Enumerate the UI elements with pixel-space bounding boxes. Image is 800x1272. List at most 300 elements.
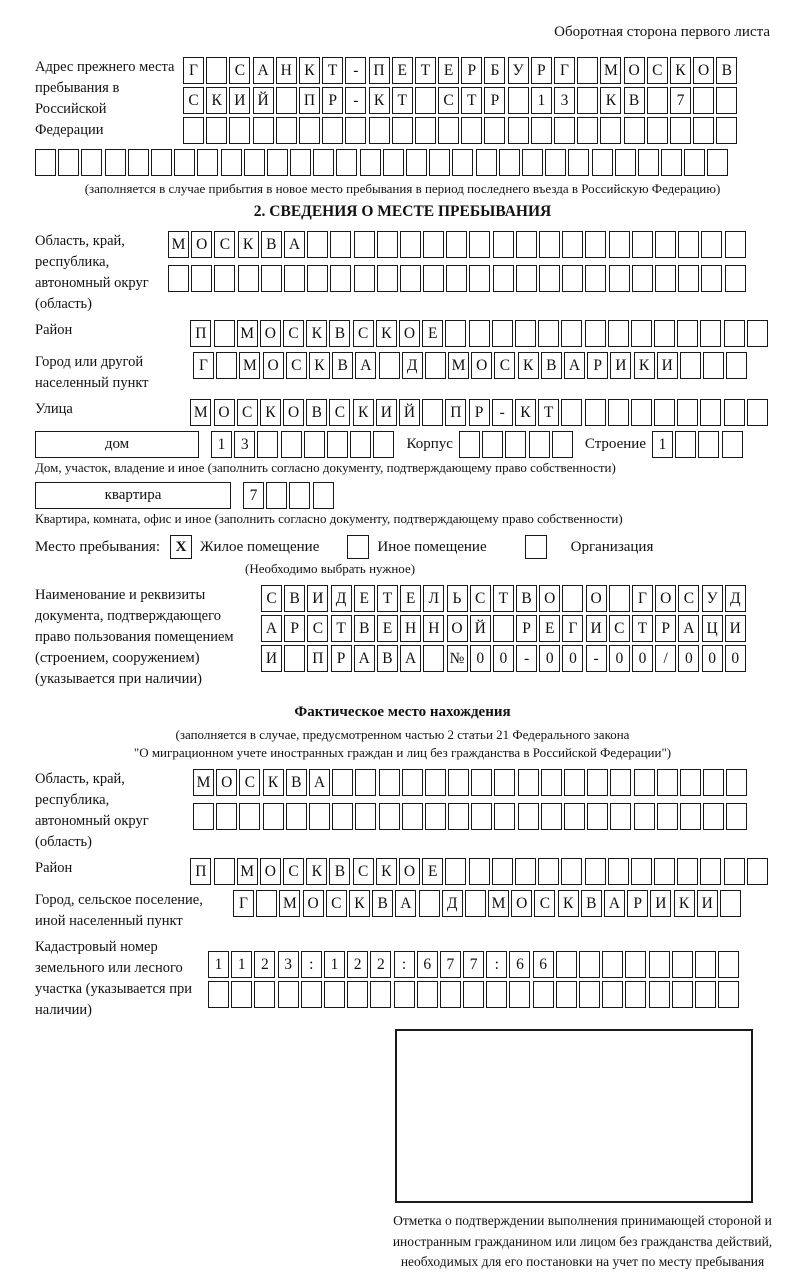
char-cell bbox=[168, 265, 189, 292]
document-label: Наименование и реквизиты документа, подтверждающего право пользования помещением (строением, сооружением) (указывается при наличии) bbox=[35, 587, 234, 688]
char-cell bbox=[625, 981, 646, 1008]
char-cell: К bbox=[238, 231, 259, 258]
char-cell: № bbox=[447, 645, 468, 672]
char-cell bbox=[701, 265, 722, 292]
char-cell bbox=[602, 981, 623, 1008]
char-cell: М bbox=[279, 890, 300, 917]
char-cell bbox=[552, 431, 573, 458]
char-cell bbox=[438, 117, 459, 144]
char-cell bbox=[610, 769, 631, 796]
char-cell bbox=[561, 858, 582, 885]
char-cell: 1 bbox=[324, 951, 345, 978]
char-cell: О bbox=[511, 890, 532, 917]
char-cell bbox=[448, 769, 469, 796]
registration-mark-box bbox=[395, 1029, 753, 1203]
char-cell bbox=[322, 117, 343, 144]
char-cell: Й bbox=[399, 399, 420, 426]
char-cell bbox=[518, 803, 539, 830]
char-cell: 1 bbox=[211, 431, 232, 458]
char-cell: С bbox=[286, 352, 307, 379]
cadastral-row-1 bbox=[208, 951, 741, 978]
char-cell bbox=[238, 265, 259, 292]
char-cell bbox=[452, 149, 473, 176]
char-cell bbox=[400, 265, 421, 292]
char-cell bbox=[684, 149, 705, 176]
apartment-note: Квартира, комната, офис и иное (заполнить согласно документу, подтверждающему право собственности) bbox=[35, 511, 623, 527]
char-cell bbox=[284, 265, 305, 292]
char-cell: А bbox=[355, 352, 376, 379]
district-label: Район bbox=[35, 322, 73, 339]
street-row bbox=[190, 399, 770, 426]
char-cell bbox=[128, 149, 149, 176]
char-cell: Р bbox=[627, 890, 648, 917]
char-cell bbox=[214, 320, 235, 347]
char-cell bbox=[301, 981, 322, 1008]
char-cell bbox=[700, 399, 721, 426]
char-cell: Р bbox=[469, 399, 490, 426]
char-cell bbox=[680, 803, 701, 830]
char-cell bbox=[647, 87, 668, 114]
char-cell: Р bbox=[322, 87, 343, 114]
cadastral-block bbox=[35, 937, 770, 1021]
char-cell bbox=[609, 231, 630, 258]
char-cell bbox=[649, 951, 670, 978]
char-cell bbox=[354, 231, 375, 258]
house-box-label: дом bbox=[35, 431, 199, 458]
char-cell: Г bbox=[193, 352, 214, 379]
korpus-cells bbox=[459, 431, 575, 458]
char-cell bbox=[508, 87, 529, 114]
street-block bbox=[35, 399, 770, 426]
char-cell: 0 bbox=[632, 645, 653, 672]
char-cell: О bbox=[624, 57, 645, 84]
actual-region-row-1 bbox=[193, 769, 750, 796]
char-cell bbox=[720, 890, 741, 917]
char-cell bbox=[654, 858, 675, 885]
char-cell bbox=[647, 117, 668, 144]
char-cell bbox=[505, 431, 526, 458]
char-cell bbox=[256, 890, 277, 917]
char-cell bbox=[81, 149, 102, 176]
char-cell bbox=[587, 769, 608, 796]
district-block bbox=[35, 320, 770, 347]
char-cell bbox=[151, 149, 172, 176]
char-cell: Р bbox=[516, 615, 537, 642]
stay-type-label: Место пребывания: bbox=[35, 538, 160, 555]
char-cell bbox=[425, 352, 446, 379]
char-cell bbox=[693, 87, 714, 114]
char-cell bbox=[562, 231, 583, 258]
char-cell bbox=[105, 149, 126, 176]
apartment-row bbox=[35, 482, 770, 509]
char-cell bbox=[631, 399, 652, 426]
char-cell bbox=[254, 981, 275, 1008]
char-cell bbox=[724, 858, 745, 885]
char-cell bbox=[216, 803, 237, 830]
char-cell bbox=[516, 231, 537, 258]
char-cell: / bbox=[655, 645, 676, 672]
char-cell: Е bbox=[422, 858, 443, 885]
char-cell bbox=[261, 265, 282, 292]
char-cell: Е bbox=[354, 585, 375, 612]
char-cell bbox=[307, 265, 328, 292]
char-cell bbox=[415, 87, 436, 114]
char-cell bbox=[402, 769, 423, 796]
char-cell bbox=[445, 858, 466, 885]
char-cell: С bbox=[326, 890, 347, 917]
char-cell bbox=[276, 87, 297, 114]
char-cell bbox=[425, 769, 446, 796]
char-cell bbox=[700, 858, 721, 885]
char-cell bbox=[377, 265, 398, 292]
char-cell: Е bbox=[392, 57, 413, 84]
char-cell: Т bbox=[392, 87, 413, 114]
prev-address-label: Адрес прежнего места пребывания в Российской Федерации bbox=[35, 59, 175, 139]
char-cell bbox=[718, 951, 739, 978]
char-cell bbox=[284, 645, 305, 672]
char-cell bbox=[425, 803, 446, 830]
char-cell bbox=[602, 951, 623, 978]
char-cell: О bbox=[655, 585, 676, 612]
char-cell bbox=[402, 803, 423, 830]
char-cell bbox=[355, 769, 376, 796]
char-cell bbox=[214, 265, 235, 292]
char-cell: 0 bbox=[493, 645, 514, 672]
house-row bbox=[35, 431, 770, 458]
char-cell: 2 bbox=[347, 951, 368, 978]
char-cell bbox=[313, 149, 334, 176]
char-cell bbox=[206, 57, 227, 84]
char-cell: Г bbox=[554, 57, 575, 84]
char-cell bbox=[726, 803, 747, 830]
char-cell bbox=[677, 320, 698, 347]
char-cell: К bbox=[260, 399, 281, 426]
char-cell: С bbox=[438, 87, 459, 114]
char-cell bbox=[561, 320, 582, 347]
char-cell: А bbox=[253, 57, 274, 84]
char-cell: А bbox=[678, 615, 699, 642]
char-cell: В bbox=[716, 57, 737, 84]
char-cell bbox=[324, 981, 345, 1008]
char-cell: П bbox=[190, 320, 211, 347]
char-cell bbox=[267, 149, 288, 176]
char-cell: 0 bbox=[702, 645, 723, 672]
char-cell: - bbox=[586, 645, 607, 672]
city-block bbox=[35, 352, 770, 394]
char-cell bbox=[703, 803, 724, 830]
char-cell: К bbox=[369, 87, 390, 114]
actual-location-title: Фактическое место нахождения bbox=[294, 704, 511, 721]
char-cell bbox=[562, 265, 583, 292]
char-cell: К bbox=[349, 890, 370, 917]
char-cell bbox=[531, 117, 552, 144]
char-cell bbox=[174, 149, 195, 176]
char-cell bbox=[257, 431, 278, 458]
prev-address-row-4 bbox=[35, 149, 770, 176]
char-cell bbox=[509, 981, 530, 1008]
char-cell bbox=[675, 431, 696, 458]
char-cell: Т bbox=[461, 87, 482, 114]
stay-type-note: (Необходимо выбрать нужное) bbox=[245, 561, 416, 577]
char-cell: И bbox=[229, 87, 250, 114]
char-cell: О bbox=[191, 231, 212, 258]
char-cell bbox=[610, 803, 631, 830]
page-side-note: Оборотная сторона первого листа bbox=[554, 24, 770, 40]
char-cell: С bbox=[534, 890, 555, 917]
char-cell bbox=[693, 117, 714, 144]
char-cell bbox=[244, 149, 265, 176]
region-row-2 bbox=[168, 265, 748, 292]
char-cell: М bbox=[237, 858, 258, 885]
char-cell: Ь bbox=[447, 585, 468, 612]
char-cell bbox=[562, 585, 583, 612]
actual-region-label: Область, край, республика, автономный округ (область) bbox=[35, 771, 149, 851]
char-cell: В bbox=[377, 645, 398, 672]
char-cell: С bbox=[353, 858, 374, 885]
char-cell bbox=[336, 149, 357, 176]
char-cell bbox=[654, 399, 675, 426]
char-cell bbox=[229, 117, 250, 144]
char-cell bbox=[417, 981, 438, 1008]
char-cell: Е bbox=[400, 585, 421, 612]
char-cell bbox=[587, 803, 608, 830]
char-cell: П bbox=[190, 858, 211, 885]
char-cell: С bbox=[261, 585, 282, 612]
char-cell: 0 bbox=[725, 645, 746, 672]
char-cell: П bbox=[445, 399, 466, 426]
char-cell: О bbox=[399, 858, 420, 885]
char-cell bbox=[539, 265, 560, 292]
char-cell bbox=[493, 615, 514, 642]
char-cell: 3 bbox=[554, 87, 575, 114]
char-cell bbox=[522, 149, 543, 176]
char-cell bbox=[661, 149, 682, 176]
char-cell bbox=[465, 890, 486, 917]
char-cell: К bbox=[263, 769, 284, 796]
char-cell: 7 bbox=[243, 482, 264, 509]
char-cell bbox=[677, 399, 698, 426]
char-cell: С bbox=[647, 57, 668, 84]
char-cell bbox=[347, 981, 368, 1008]
char-cell bbox=[726, 352, 747, 379]
char-cell: О bbox=[214, 399, 235, 426]
char-cell bbox=[486, 981, 507, 1008]
char-cell: 7 bbox=[670, 87, 691, 114]
char-cell: Д bbox=[402, 352, 423, 379]
char-cell bbox=[579, 951, 600, 978]
char-cell bbox=[327, 431, 348, 458]
option-residential-label: Жилое помещение bbox=[200, 538, 320, 555]
char-cell: П bbox=[369, 57, 390, 84]
char-cell: Т bbox=[322, 57, 343, 84]
char-cell: М bbox=[193, 769, 214, 796]
char-cell bbox=[700, 320, 721, 347]
char-cell bbox=[377, 231, 398, 258]
char-cell: Ц bbox=[702, 615, 723, 642]
char-cell: 0 bbox=[562, 645, 583, 672]
char-cell: И bbox=[657, 352, 678, 379]
house-number-cells bbox=[211, 431, 397, 458]
char-cell: С bbox=[353, 320, 374, 347]
char-cell: - bbox=[345, 87, 366, 114]
char-cell bbox=[649, 981, 670, 1008]
char-cell bbox=[392, 117, 413, 144]
char-cell bbox=[672, 981, 693, 1008]
char-cell bbox=[698, 431, 719, 458]
char-cell: 0 bbox=[539, 645, 560, 672]
char-cell: С bbox=[239, 769, 260, 796]
char-cell: И bbox=[725, 615, 746, 642]
char-cell: Й bbox=[470, 615, 491, 642]
char-cell bbox=[577, 117, 598, 144]
char-cell bbox=[564, 803, 585, 830]
char-cell bbox=[276, 117, 297, 144]
char-cell bbox=[332, 803, 353, 830]
char-cell: К bbox=[309, 352, 330, 379]
house-note: Дом, участок, владение и иное (заполнить согласно документу, подтверждающему право собственности) bbox=[35, 460, 616, 476]
char-cell: О bbox=[260, 858, 281, 885]
char-cell: - bbox=[492, 399, 513, 426]
char-cell bbox=[214, 858, 235, 885]
actual-city-label: Город, сельское поселение, иной населенный пункт bbox=[35, 892, 203, 930]
char-cell bbox=[703, 352, 724, 379]
char-cell bbox=[631, 320, 652, 347]
char-cell bbox=[35, 149, 56, 176]
char-cell bbox=[538, 320, 559, 347]
char-cell: В bbox=[286, 769, 307, 796]
char-cell bbox=[634, 803, 655, 830]
char-cell: 0 bbox=[678, 645, 699, 672]
char-cell bbox=[400, 231, 421, 258]
char-cell: О bbox=[303, 890, 324, 917]
stroenie-label: Строение bbox=[584, 436, 646, 453]
char-cell bbox=[471, 769, 492, 796]
char-cell: Е bbox=[438, 57, 459, 84]
char-cell bbox=[461, 117, 482, 144]
char-cell: 2 bbox=[254, 951, 275, 978]
char-cell bbox=[655, 265, 676, 292]
char-cell bbox=[592, 149, 613, 176]
char-cell: С bbox=[307, 615, 328, 642]
char-cell bbox=[469, 320, 490, 347]
char-cell: Р bbox=[531, 57, 552, 84]
char-cell bbox=[556, 951, 577, 978]
char-cell: О bbox=[216, 769, 237, 796]
actual-city-row bbox=[233, 890, 743, 917]
char-cell: Г bbox=[183, 57, 204, 84]
char-cell: 0 bbox=[470, 645, 491, 672]
actual-district-row bbox=[190, 858, 770, 885]
document-row-1 bbox=[261, 585, 748, 612]
char-cell: К bbox=[674, 890, 695, 917]
char-cell: М bbox=[488, 890, 509, 917]
char-cell: Б bbox=[484, 57, 505, 84]
char-cell bbox=[463, 981, 484, 1008]
char-cell bbox=[313, 482, 334, 509]
korpus-label: Корпус bbox=[406, 436, 453, 453]
char-cell: Т bbox=[632, 615, 653, 642]
actual-district-label: Район bbox=[35, 860, 73, 877]
char-cell bbox=[406, 149, 427, 176]
char-cell bbox=[747, 320, 768, 347]
char-cell: И bbox=[697, 890, 718, 917]
char-cell: В bbox=[541, 352, 562, 379]
char-cell bbox=[231, 981, 252, 1008]
apartment-number-cells bbox=[243, 482, 336, 509]
char-cell: В bbox=[261, 231, 282, 258]
char-cell bbox=[577, 87, 598, 114]
char-cell: О bbox=[471, 352, 492, 379]
char-cell bbox=[632, 265, 653, 292]
prev-address-row-1 bbox=[183, 57, 740, 84]
char-cell bbox=[609, 585, 630, 612]
char-cell: : bbox=[486, 951, 507, 978]
char-cell bbox=[678, 265, 699, 292]
char-cell: 7 bbox=[463, 951, 484, 978]
char-cell bbox=[568, 149, 589, 176]
char-cell bbox=[701, 231, 722, 258]
char-cell: В bbox=[372, 890, 393, 917]
char-cell bbox=[615, 149, 636, 176]
char-cell: К bbox=[376, 858, 397, 885]
char-cell: А bbox=[309, 769, 330, 796]
char-cell bbox=[533, 981, 554, 1008]
char-cell bbox=[680, 352, 701, 379]
char-cell bbox=[724, 399, 745, 426]
actual-location-note-2: "О миграционном учете иностранных граждан и лиц без гражданства в Российской Федерации") bbox=[133, 745, 672, 761]
checkbox-other-premises bbox=[347, 535, 369, 559]
char-cell bbox=[585, 858, 606, 885]
char-cell bbox=[564, 769, 585, 796]
checkbox-residential: X bbox=[170, 535, 192, 559]
char-cell bbox=[286, 803, 307, 830]
char-cell: Л bbox=[423, 585, 444, 612]
cadastral-row-2 bbox=[208, 981, 741, 1008]
prev-address-row-3 bbox=[183, 117, 740, 144]
char-cell: С bbox=[283, 320, 304, 347]
char-cell: И bbox=[261, 645, 282, 672]
char-cell bbox=[239, 803, 260, 830]
char-cell: 3 bbox=[234, 431, 255, 458]
char-cell bbox=[266, 482, 287, 509]
char-cell bbox=[718, 981, 739, 1008]
char-cell bbox=[278, 981, 299, 1008]
city-row bbox=[193, 352, 750, 379]
char-cell bbox=[494, 769, 515, 796]
char-cell bbox=[538, 858, 559, 885]
char-cell bbox=[476, 149, 497, 176]
char-cell: П bbox=[299, 87, 320, 114]
document-row-3 bbox=[261, 645, 748, 672]
stroenie-cells bbox=[652, 431, 745, 458]
char-cell: Т bbox=[538, 399, 559, 426]
char-cell bbox=[459, 431, 480, 458]
char-cell bbox=[422, 399, 443, 426]
char-cell: И bbox=[376, 399, 397, 426]
char-cell: М bbox=[239, 352, 260, 379]
char-cell: В bbox=[354, 615, 375, 642]
char-cell: С bbox=[214, 231, 235, 258]
char-cell bbox=[360, 149, 381, 176]
char-cell bbox=[191, 265, 212, 292]
char-cell: К bbox=[515, 399, 536, 426]
char-cell: Е bbox=[377, 615, 398, 642]
char-cell: К bbox=[306, 320, 327, 347]
char-cell: С bbox=[237, 399, 258, 426]
char-cell bbox=[350, 431, 371, 458]
char-cell: К bbox=[558, 890, 579, 917]
char-cell: И bbox=[650, 890, 671, 917]
